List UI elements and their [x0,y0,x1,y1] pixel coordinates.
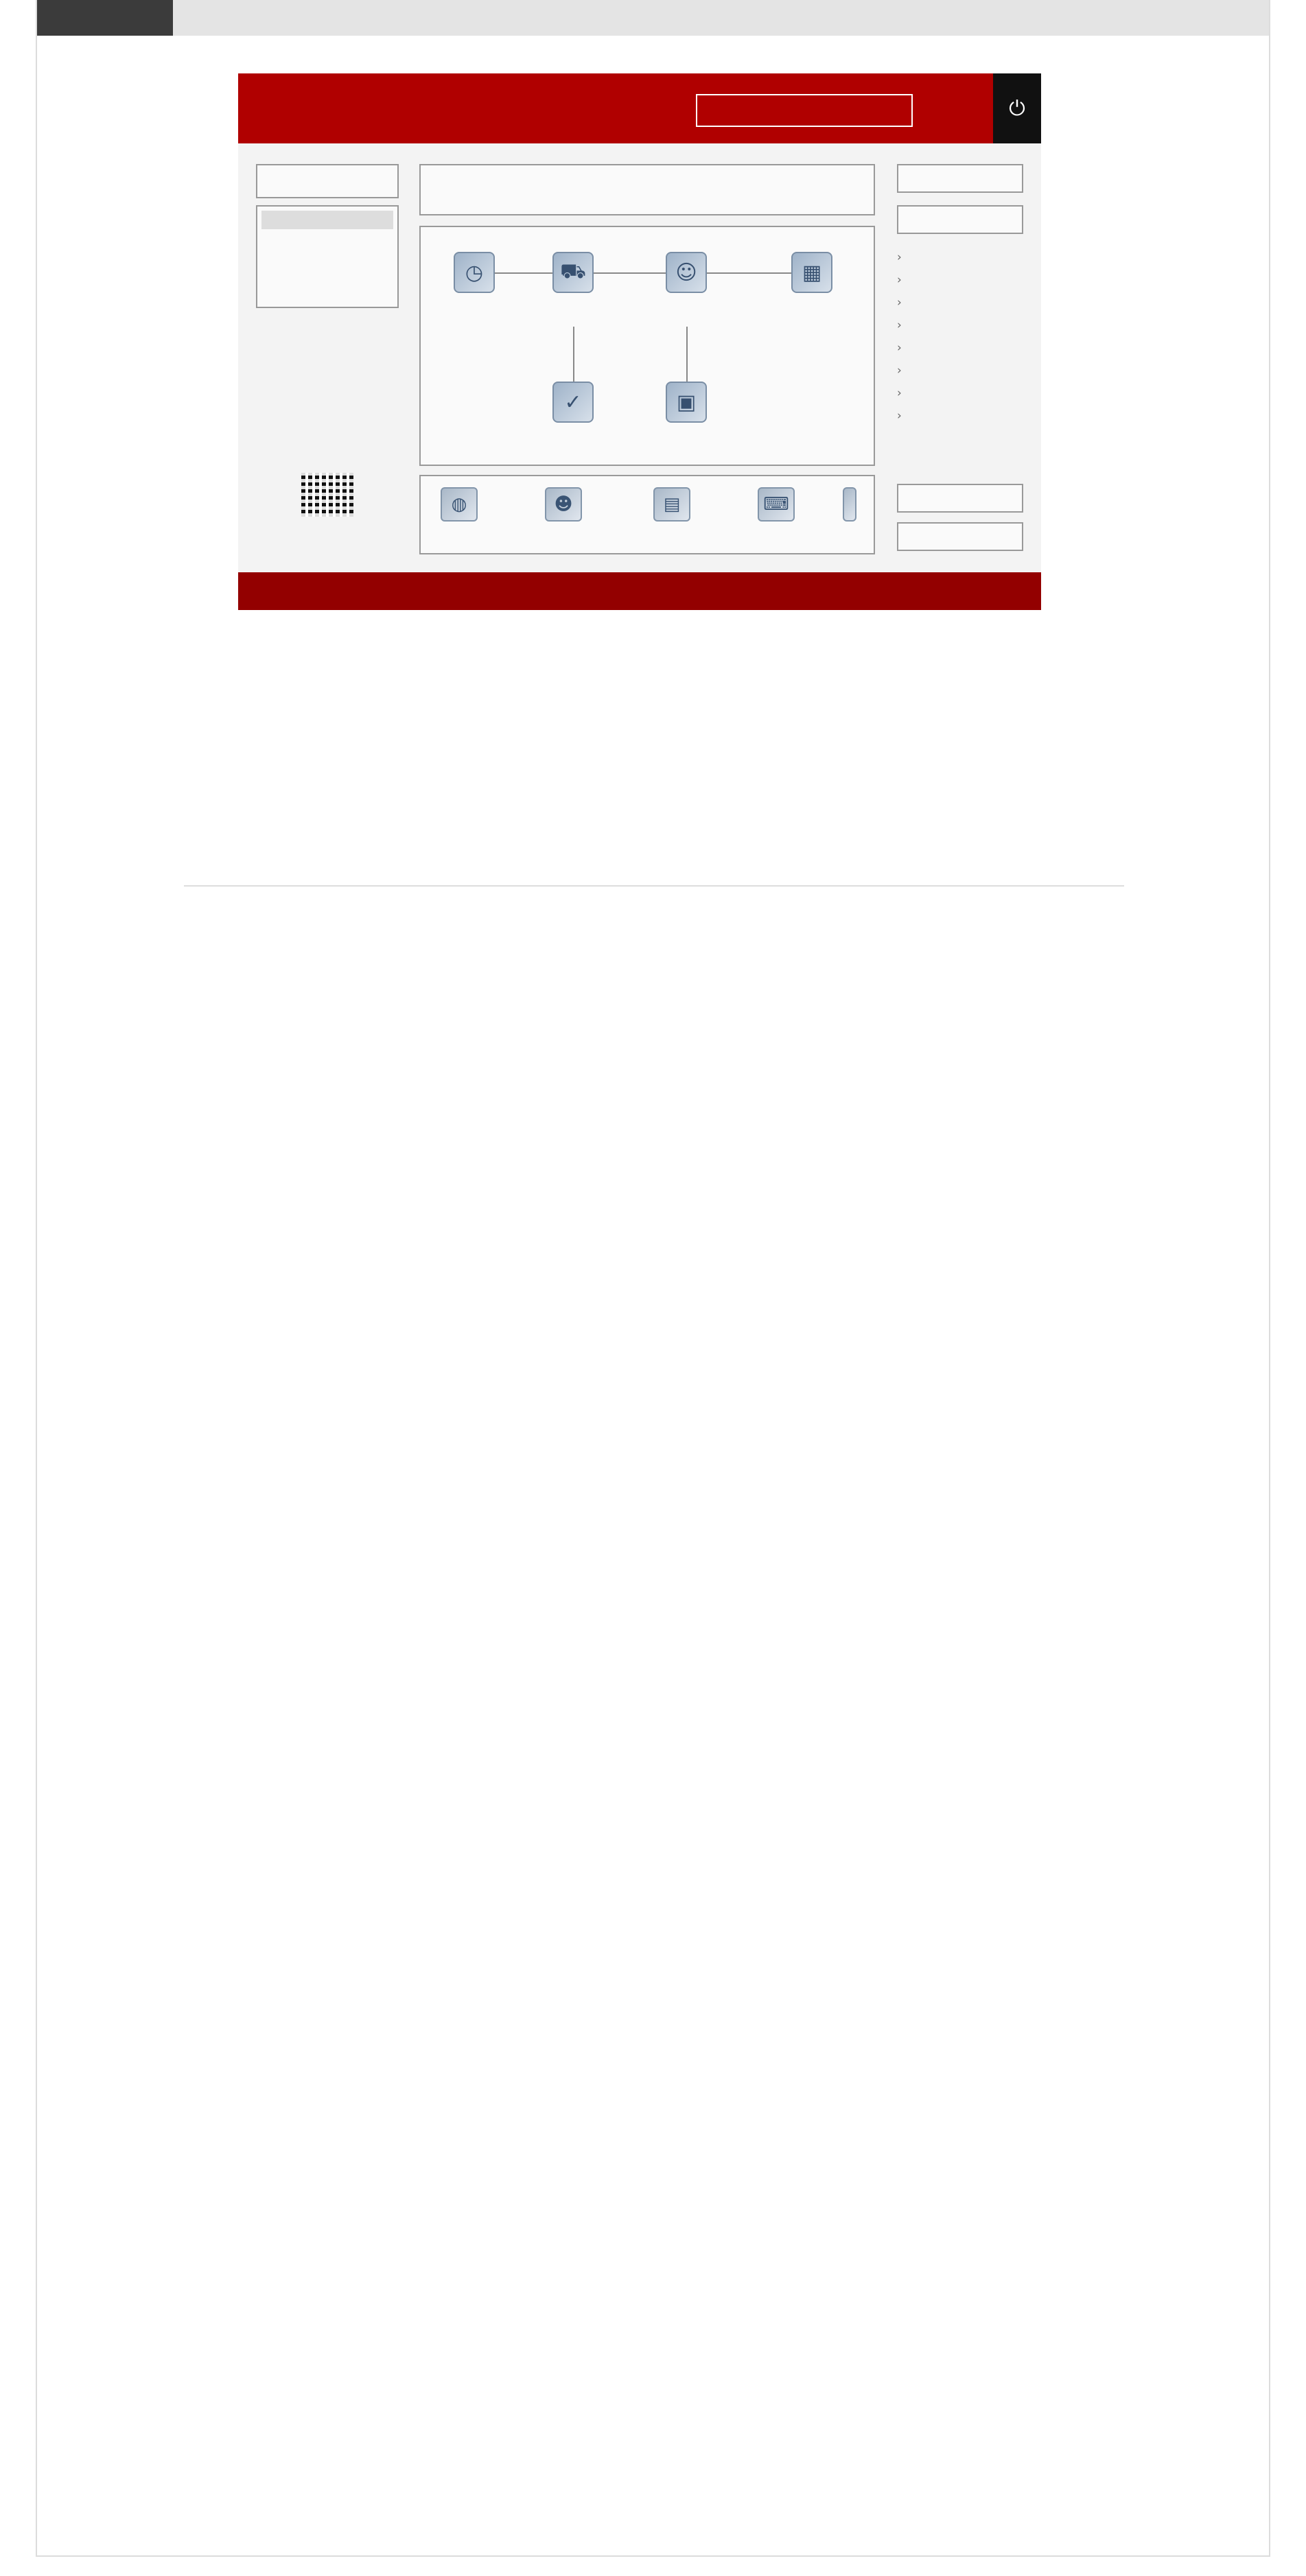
flow-up-1 [573,327,574,382]
node-cost-allocation[interactable] [750,252,874,298]
report-item[interactable] [897,314,1023,337]
report-item[interactable] [897,382,1023,405]
report-item[interactable] [897,360,1023,382]
power-icon[interactable]: ⏻ [993,73,1041,143]
app-footer [238,572,1041,610]
cart-icon: ⛟ [552,252,594,293]
strip-supplier[interactable] [515,487,611,526]
globe-icon: ◍ [441,487,478,522]
builder-banner[interactable] [419,164,875,215]
strip-goods[interactable] [624,487,720,526]
nav-production[interactable] [256,316,399,353]
module-grid [184,885,1124,2556]
box-icon: ▣ [666,382,707,423]
register-icon: ⌨ [758,487,795,522]
nav-crm[interactable] [256,428,399,465]
strip-more[interactable] [829,487,870,526]
node-estimated-stock-in[interactable] [638,382,734,428]
report-item[interactable] [897,246,1023,269]
report-item[interactable] [897,292,1023,314]
qr-code-icon[interactable] [301,473,353,517]
people-icon: ☻ [545,487,582,522]
goods-icon: ▤ [653,487,690,522]
base-data-strip [419,475,875,554]
right-panel [897,164,1023,428]
tab-software-interface[interactable] [37,0,173,36]
left-nav [256,164,399,465]
business-system-button[interactable] [256,164,399,198]
node-requisition[interactable] [525,382,621,428]
report-center-button[interactable] [897,205,1023,234]
tab-bar [37,0,1269,36]
node-purchase-bill[interactable] [638,252,734,298]
sub-sales[interactable] [261,229,393,248]
node-purchase-order[interactable] [525,252,621,298]
calculator-icon: ▦ [791,252,832,293]
nav-accounting[interactable] [256,390,399,428]
more-icon [843,487,856,522]
clock-icon: ◷ [454,252,495,293]
app-header [238,73,1041,143]
store-button[interactable] [897,522,1023,551]
report-item[interactable] [897,337,1023,360]
browser-app-button[interactable] [897,484,1023,513]
strip-settlement[interactable] [728,487,824,526]
right-bottom [897,484,1023,561]
checklist-icon: ✓ [552,382,594,423]
report-item[interactable] [897,269,1023,292]
software-screenshot [238,73,1041,610]
purchase-flow [419,226,875,466]
manager-query-button[interactable] [897,164,1023,193]
erp-badge [696,94,913,127]
report-list [897,246,1023,428]
sub-warehouse[interactable] [261,248,393,266]
report-item[interactable] [897,405,1023,428]
sub-purchase[interactable] [261,211,393,229]
nav-funds[interactable] [256,353,399,390]
person-icon: ☺ [666,252,707,293]
strip-region[interactable] [419,487,507,526]
subsystem-list [256,205,399,308]
flow-up-2 [686,327,688,382]
sub-pos[interactable] [261,266,393,285]
node-purchase-plan[interactable] [426,252,522,298]
